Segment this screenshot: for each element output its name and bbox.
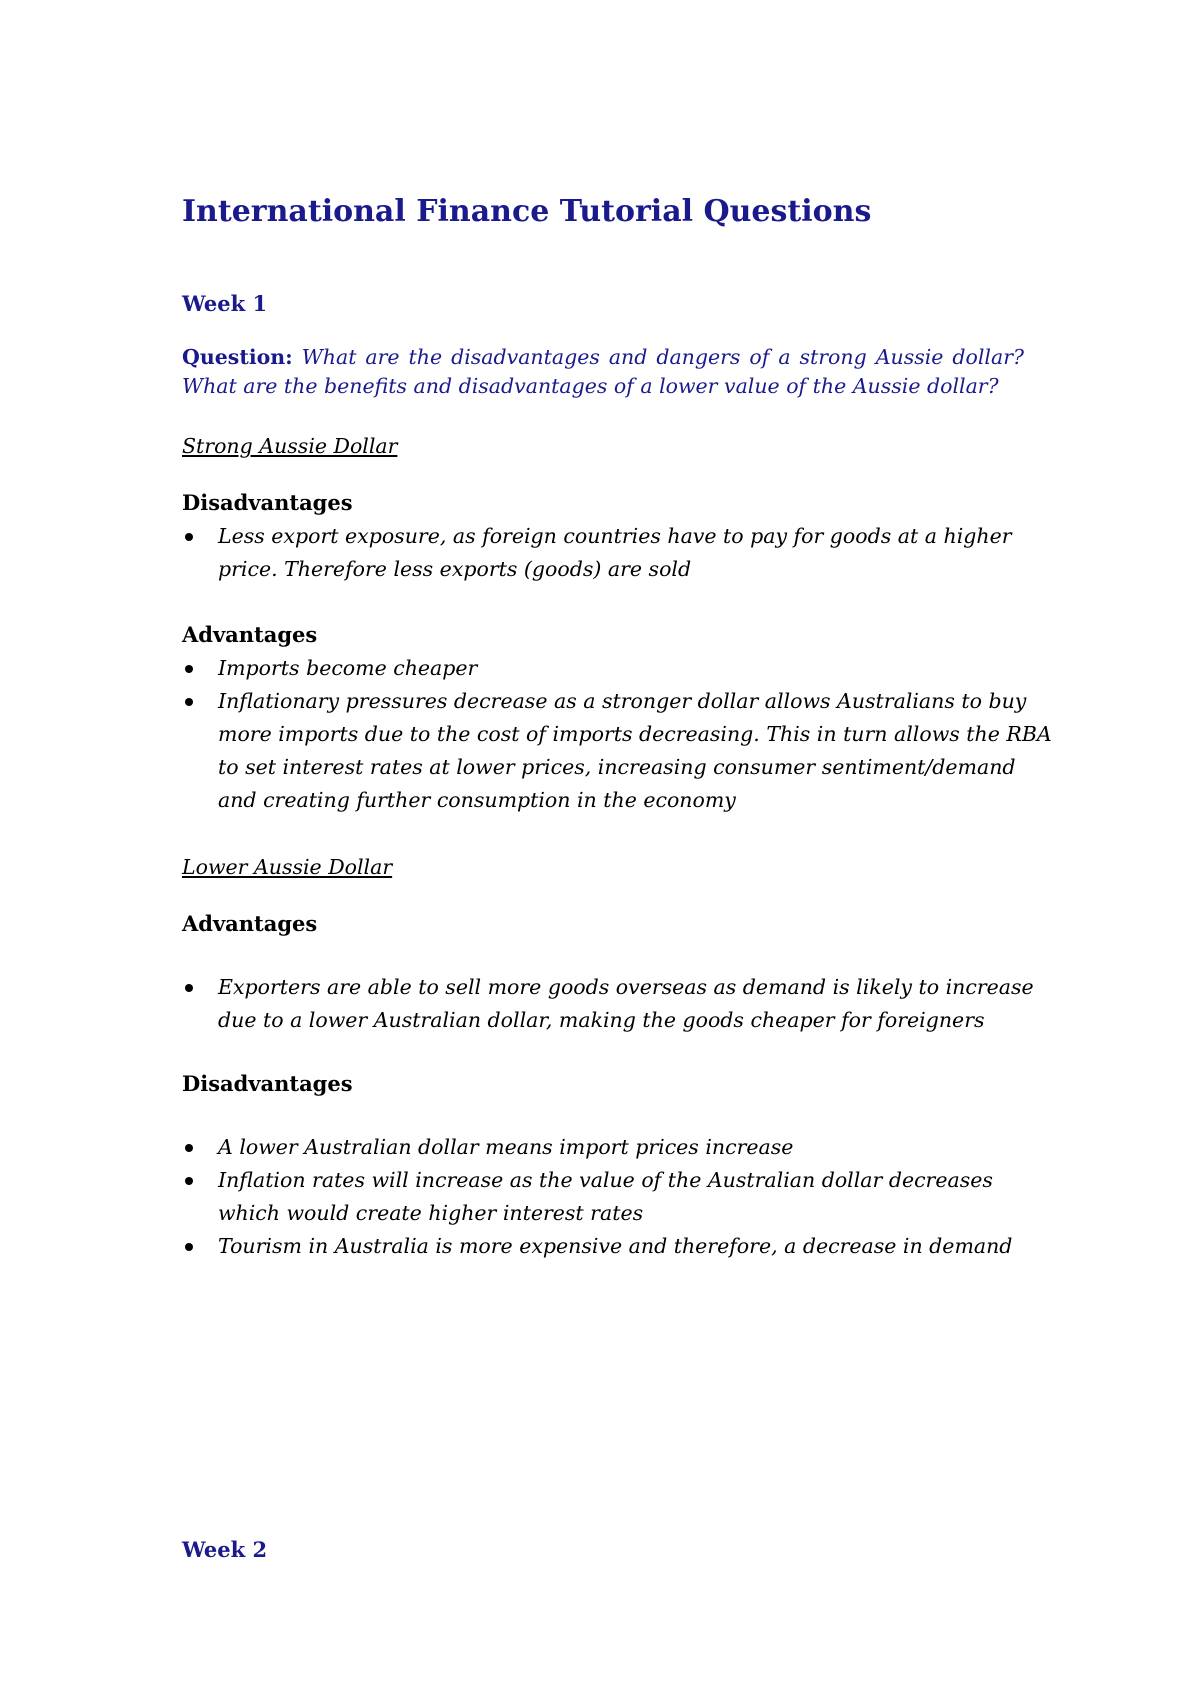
bullet-text-line: Less export exposure, as foreign countries have to pay for goods at a higher [218, 524, 1012, 548]
week-2-heading: Week 2 [182, 1537, 268, 1562]
bullet-icon [185, 1144, 193, 1152]
bullet-text-line: Inflationary pressures decrease as a stronger dollar allows Australians to buy [218, 689, 1027, 713]
page-title: International Finance Tutorial Questions [182, 194, 872, 229]
bullet-text-line: Inflation rates will increase as the value of the Australian dollar decreases [218, 1168, 993, 1192]
lower-advantages-heading: Advantages [182, 911, 318, 936]
bullet-icon [185, 533, 193, 541]
bullet-icon [185, 665, 193, 673]
bullet-text [218, 1164, 1042, 1230]
strong-disadvantages-heading: Disadvantages [182, 490, 353, 515]
week-1-question [182, 343, 1024, 401]
bullet-text [218, 971, 1042, 1037]
bullet-icon [185, 984, 193, 992]
strong-advantages-list [182, 652, 1052, 817]
bullet-text-line: due to a lower Australian dollar, making the goods cheaper for foreigners [218, 1008, 985, 1032]
bullet-text [218, 1131, 1042, 1164]
bullet-text-line: Tourism in Australia is more expensive and therefore, a decrease in demand [218, 1234, 1013, 1258]
bullet-icon [185, 698, 193, 706]
lower-dollar-section-label: Lower Aussie Dollar [182, 855, 393, 879]
bullet-icon [185, 1243, 193, 1251]
list-item [182, 1164, 1042, 1230]
bullet-text-line: which would create higher interest rates [218, 1201, 644, 1225]
bullet-text-line: price. Therefore less exports (goods) are sold [218, 557, 692, 581]
strong-disadvantages-list [182, 520, 1042, 586]
strong-dollar-section-label: Strong Aussie Dollar [182, 434, 398, 458]
question-line-2: What are the benefits and disadvantages of a lower value of the Aussie dollar? [182, 374, 999, 398]
bullet-text [218, 685, 1052, 817]
question-line-1 [182, 343, 1024, 372]
list-item [182, 685, 1052, 817]
bullet-icon [185, 1177, 193, 1185]
bullet-text [218, 652, 1042, 685]
bullet-text-line: to set interest rates at lower prices, increasing consumer sentiment/demand [218, 755, 1016, 779]
list-item [182, 652, 1042, 685]
lower-advantages-list [182, 971, 1042, 1037]
strong-advantages-heading: Advantages [182, 622, 318, 647]
bullet-text-line: Exporters are able to sell more goods overseas as demand is likely to increase [218, 975, 1034, 999]
lower-disadvantages-heading: Disadvantages [182, 1071, 353, 1096]
list-item [182, 971, 1042, 1037]
bullet-text [218, 520, 1042, 586]
bullet-text [218, 1230, 1042, 1263]
list-item [182, 1230, 1042, 1263]
list-item [182, 1131, 1042, 1164]
list-item [182, 520, 1042, 586]
lower-disadvantages-list [182, 1131, 1042, 1263]
bullet-text-line: Imports become cheaper [218, 656, 478, 680]
question-text-1: What are the disadvantages and dangers of a strong Aussie dollar? [292, 345, 1024, 369]
week-1-heading: Week 1 [182, 291, 268, 316]
bullet-text-line: and creating further consumption in the economy [218, 788, 736, 812]
bullet-text-line: A lower Australian dollar means import prices increase [218, 1135, 794, 1159]
question-label: Question: [182, 345, 293, 369]
bullet-text-line: more imports due to the cost of imports decreasing. This in turn allows the RBA [218, 722, 1052, 746]
